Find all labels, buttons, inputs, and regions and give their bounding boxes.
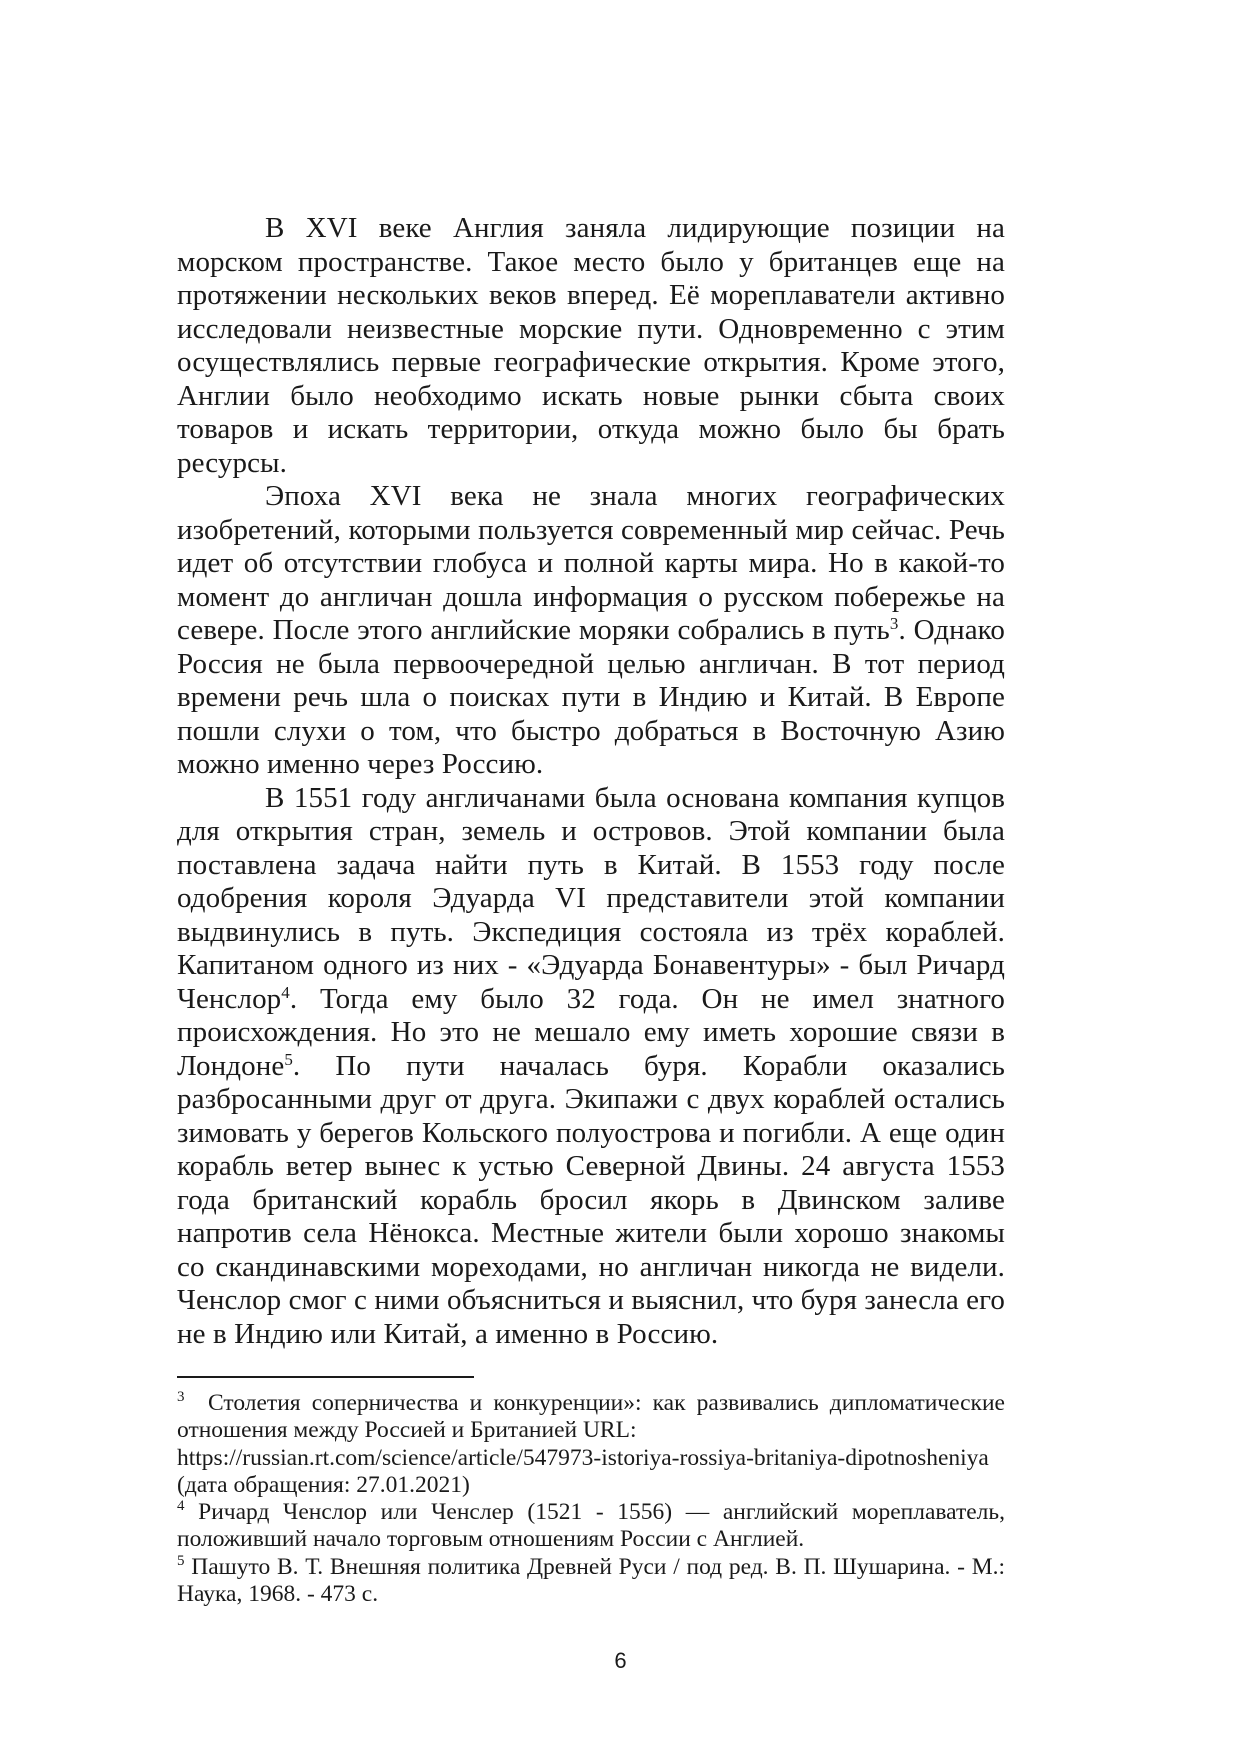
footnote-3-link [177, 1445, 1005, 1500]
paragraph-1 [177, 212, 1005, 480]
footnote-text: Столетия соперничества и конкуренции»: как развивались дипломатические отношения между Россией и Британией URL: [177, 1390, 1005, 1444]
paragraph-text: В XVI веке Англия заняла лидирующие позиции на морском пространстве. Такое место было у британцев еще на протяжении нескольких веков вперед. Её мореплаватели активно исследовали неизвестные морские пути. Одновременно с этим осуществлялись первые географические открытия. Кроме этого, Англии было необходимо искать новые рынки сбыта своих товаров и искать территории, откуда можно было бы брать ресурсы. [177, 212, 1005, 479]
footnote-separator [177, 1376, 474, 1378]
footnotes [177, 1390, 1005, 1608]
footnote-ref-3[interactable]: 3 [889, 614, 899, 633]
footnote-ref-5[interactable]: 5 [284, 1049, 293, 1069]
footnote-ref-4[interactable]: 4 [281, 982, 290, 1002]
footnote-text: Ричард Ченслор или Ченслер (1521 - 1556) — английский мореплаватель, положивший начало торговым отношениям России с Англией. [177, 1499, 1006, 1553]
footnote-5 [177, 1554, 1005, 1609]
footnote-url[interactable]: https://russian.rt.com/science/article/547973-istoriya-rossiya-britaniya-dipotnosheniya [177, 1444, 989, 1471]
paragraph-2 [177, 480, 1005, 782]
footnote-access-date: (дата обращения: 27.01.2021) [177, 1471, 470, 1498]
paragraph-text: . Тогда ему было 32 года. Он не имел знатного происхождения. Но это не мешало ему иметь хорошие связи в Лондоне [177, 982, 1005, 1082]
paragraph-text: . По пути началась буря. Корабли оказались разбросанными друг от друга. Экипажи с двух кораблей остались зимовать у берегов Кольского полуострова и погибли. А еще один корабль ветер вынес к устью Северной Двины. 24 августа 1553 года британский корабль бросил якорь в Двинском заливе напротив села Нёнокса. Местные жители были хорошо знакомы со скандинавскими мореходами, но англичан никогда не видели. Ченслор смог с ними объясниться и выяснил, что буря занесла его не в Индию или Китай, а именно в Россию. [177, 1049, 1005, 1350]
paragraph-text: В 1551 году англичанами была основана компания купцов для открытия стран, земель и островов. Этой компании была поставлена задача найти путь в Китай. В 1553 году после одобрения короля Эдуарда VI представители этой компании выдвинулись в путь. Экспедиция состояла из трёх кораблей. Капитаном одного из них - «Эдуарда Бонавентуры» - был Ричард Ченслор [177, 781, 1005, 1015]
page-number: 6 [614, 1648, 627, 1673]
main-text [177, 212, 1005, 1351]
footnote-mark: 5 [177, 1552, 185, 1569]
page-body [177, 212, 1005, 1351]
paragraph-3 [177, 782, 1005, 1352]
footnote-mark: 3 [177, 1389, 185, 1405]
footnote-mark: 4 [177, 1498, 185, 1515]
paragraph-text: . Однако Россия не была первоочередной целью англичан. В тот период времени речь шла о поисках пути в Индию и Китай. В Европе пошли слухи о том, что быстро добраться в Восточную Азию можно именно через Россию. [177, 614, 1006, 780]
paragraph-text: Эпоха XVI века не знала многих географических изобретений, которыми пользуется современный мир сейчас. Речь идет об отсутствии глобуса и полной карты мира. Но в какой-то момент до англичан дошла информация о русском побережье на севере. После этого английские моряки собрались в путь [177, 480, 1005, 646]
footnote-3 [177, 1390, 1005, 1445]
footnote-text: Пашуто В. Т. Внешняя политика Древней Руси / под ред. В. П. Шушарина. - М.: Наука, 1968. - 473 с. [177, 1553, 1005, 1608]
footnote-4 [177, 1499, 1005, 1554]
